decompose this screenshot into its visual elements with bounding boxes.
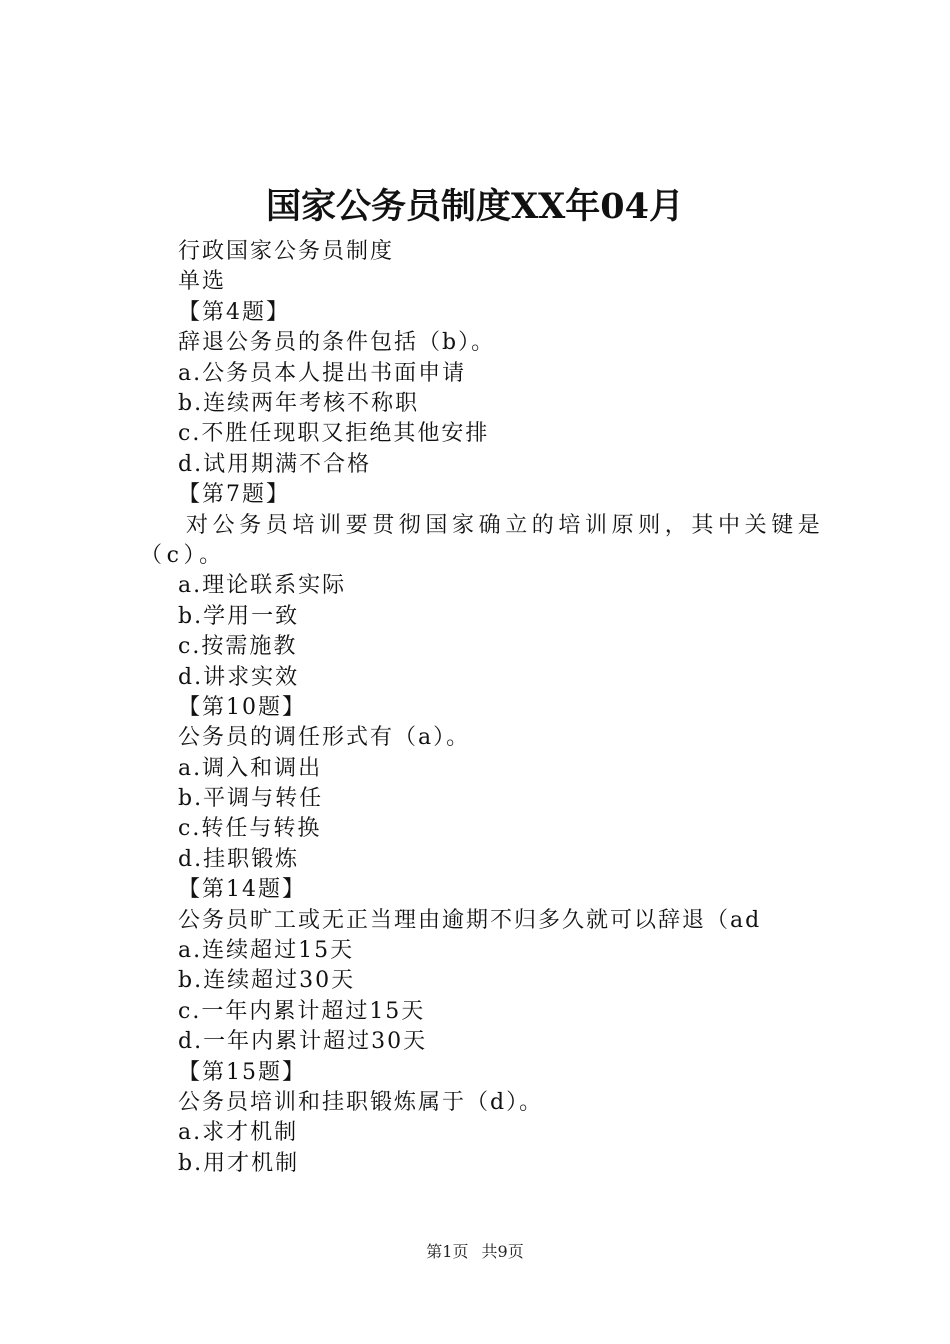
question-text: 公务员旷工或无正当理由逾期不归多久就可以辞退（ad <box>178 907 762 933</box>
question-text: 辞退公务员的条件包括（b）。 <box>178 330 496 356</box>
option-a: a.理论联系实际 <box>178 573 347 599</box>
question-text: 公务员培训和挂职锻炼属于（d）。 <box>178 1089 544 1115</box>
option-b: b.连续超过30天 <box>178 968 356 994</box>
question-number: 【第7题】 <box>178 482 290 508</box>
option-d: d.挂职锻炼 <box>178 846 300 872</box>
option-d: d.一年内累计超过30天 <box>178 1029 428 1055</box>
question-text: 对公务员培训要贯彻国家确立的培训原则，其中关键是（c）。 <box>140 512 825 568</box>
option-a: a.求才机制 <box>178 1120 299 1146</box>
option-a: a.连续超过15天 <box>178 938 355 964</box>
option-c: c.不胜任现职又拒绝其他安排 <box>178 421 490 447</box>
question-number: 【第14题】 <box>178 877 306 903</box>
option-c: c.一年内累计超过15天 <box>178 998 426 1024</box>
option-a: a.调入和调出 <box>178 755 323 781</box>
question-text: 公务员的调任形式有（a）。 <box>178 725 471 751</box>
option-b: b.平调与转任 <box>178 786 324 812</box>
page-footer <box>0 1240 950 1264</box>
option-c: c.按需施教 <box>178 634 298 660</box>
page-number: 第1页 <box>426 1242 469 1261</box>
option-b: b.用才机制 <box>178 1150 300 1176</box>
question-number: 【第15题】 <box>178 1059 306 1085</box>
option-c: c.转任与转换 <box>178 816 322 842</box>
option-a: a.公务员本人提出书面申请 <box>178 360 467 386</box>
question-number: 【第10题】 <box>178 694 306 720</box>
page-total: 共9页 <box>481 1242 524 1261</box>
question-number: 【第4题】 <box>178 299 290 325</box>
document-body <box>140 237 838 1179</box>
section-heading: 行政国家公务员制度 <box>178 239 395 264</box>
option-b: b.连续两年考核不称职 <box>178 390 420 416</box>
document-title: 国家公务员制度XX年04月 <box>265 186 685 227</box>
option-d: d.讲求实效 <box>178 664 300 690</box>
question-type: 单选 <box>178 269 227 295</box>
option-d: d.试用期满不合格 <box>178 451 372 477</box>
option-b: b.学用一致 <box>178 603 300 629</box>
